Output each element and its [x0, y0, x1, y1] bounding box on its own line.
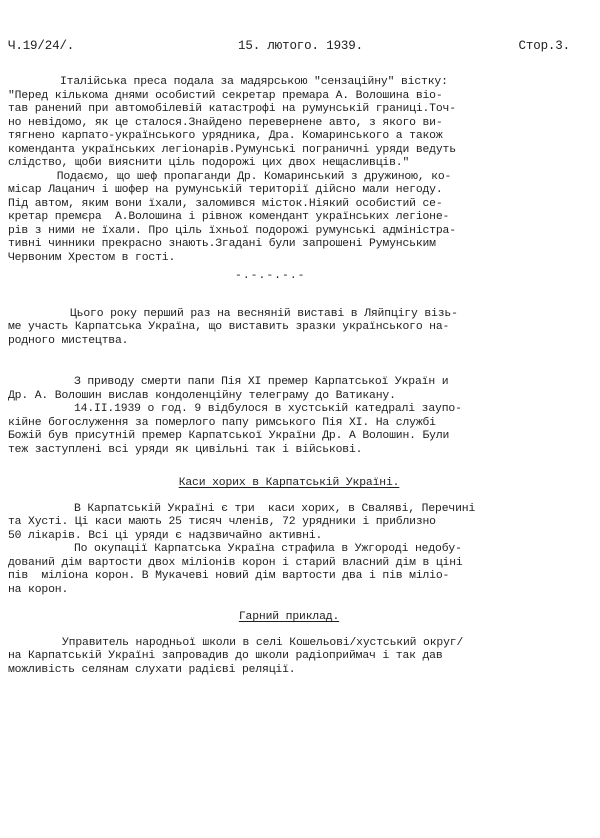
text-line: В Карпатській Україні є три каси хорих, в Сваляві, Перечині — [74, 502, 476, 515]
document-reference: Ч.19/24/. — [8, 39, 75, 53]
text-line: тав ранений при автомобілевій катастрофі на румунській границі.Точ- — [8, 103, 456, 115]
paragraph-good-example — [8, 637, 570, 678]
paragraph-pope — [8, 376, 570, 457]
text-line: З приводу смерти папи Пія ХІ премер Карпатської Україн и — [74, 376, 449, 388]
text-line: Цього року перший раз на весняній виставі в Ляйпцігу візь- — [70, 307, 458, 320]
text-line: родного мистецтва. — [8, 334, 129, 347]
page-number: Стор.3. — [518, 39, 570, 53]
text-line: тивні чинники прекрасно знають.Згадані були запрошені Румунським — [8, 238, 436, 250]
text-line: ме участь Карпатська Україна, що виставить зразки українського на- — [8, 321, 450, 333]
text-line: Червоним Хрестом в гості. — [8, 251, 176, 264]
text-line: Під автом, яким вони їхали, заломився місток.Ніякий особистий се- — [8, 197, 443, 210]
text-line: По окупації Карпатська Україна страфила в Ужгороді недобу- — [74, 543, 462, 555]
text-line: но невідомо, як це сталося.Знайдено перевернене авто, з якого ви- — [8, 116, 443, 129]
text-line: Божій був присутній премер Карпатської України Др. А Волошин. Були — [8, 430, 450, 442]
text-line: тягнено карпато-українського урядника, Дра. Комаринського а також — [8, 130, 443, 142]
text-line: 50 лікарів. Всі ці уряди є надзвичайно активні. — [8, 529, 323, 542]
text-line: можливість селянам слухати радієві реляції. — [8, 663, 296, 676]
text-line: Управитель народньої школи в селі Кошельові/хустський округ/ — [62, 636, 464, 649]
page-header — [8, 40, 570, 58]
text-line: кретар премєра А.Волошина і рівнож комендант українських легіоне- — [8, 211, 450, 223]
text-line: на Карпатській Україні запровадив до школи радіоприймач і так дав — [8, 650, 443, 662]
section-heading-sick-funds: Каси хорих в Карпатській Україні. — [178, 477, 400, 489]
text-line: слідство, щоби вияснити ціль подорожі цих двох нещасливців." — [8, 157, 410, 169]
paragraph-leipzig — [8, 308, 570, 349]
section-heading-good-example: Гарний приклад. — [238, 611, 340, 623]
text-line: теж заступлені всі уряди як цивільні так і військові. — [8, 443, 363, 456]
text-line: місар Лацанич і шофер на румунській території дійсно мали негоду. — [8, 184, 443, 196]
text-line: дований дім вартости двох міліонів корон і старий власний дім в ціні — [8, 556, 463, 569]
text-line: Др. А. Волошин вислав кондоленційну телеграму до Ватикану. — [8, 389, 396, 402]
text-line: рів з ними не їхали. Про ціль їхньої подорожі румунські адміністра- — [8, 224, 456, 237]
section-separator: -.-.-.-.- — [235, 270, 306, 282]
text-line: Подаємо, що шеф пропаганди Др. Комаринський з дружиною, ко- — [30, 170, 452, 183]
text-line: на корон. — [8, 583, 69, 596]
text-line: кійне богослуження за померлого папу римського Пія ХІ. На службі — [8, 416, 436, 429]
text-line: пів міліона корон. В Мукачеві новий дім вартости два і пів міліо- — [8, 570, 450, 582]
text-line: 14.ІІ.1939 о год. 9 відбулося в хустській катедралі заупо- — [74, 403, 462, 415]
text-line: "Перед кількома днями особистий секретар премара А. Волошина віо- — [8, 89, 443, 102]
text-line: Італійська преса подала за мадярською "сензаційну" вістку: — [60, 76, 448, 88]
text-line: та Хусті. Ці каси мають 25 тисяч членів, 72 урядники і приблизно — [8, 516, 436, 528]
paragraph-sick-funds — [8, 503, 570, 598]
text-line: коменданта українських легіонарів.Румунські пограничні уряди ведуть — [8, 143, 456, 156]
document-date: 15. лютого. 1939. — [238, 39, 363, 53]
paragraph-italian-press — [8, 76, 570, 265]
